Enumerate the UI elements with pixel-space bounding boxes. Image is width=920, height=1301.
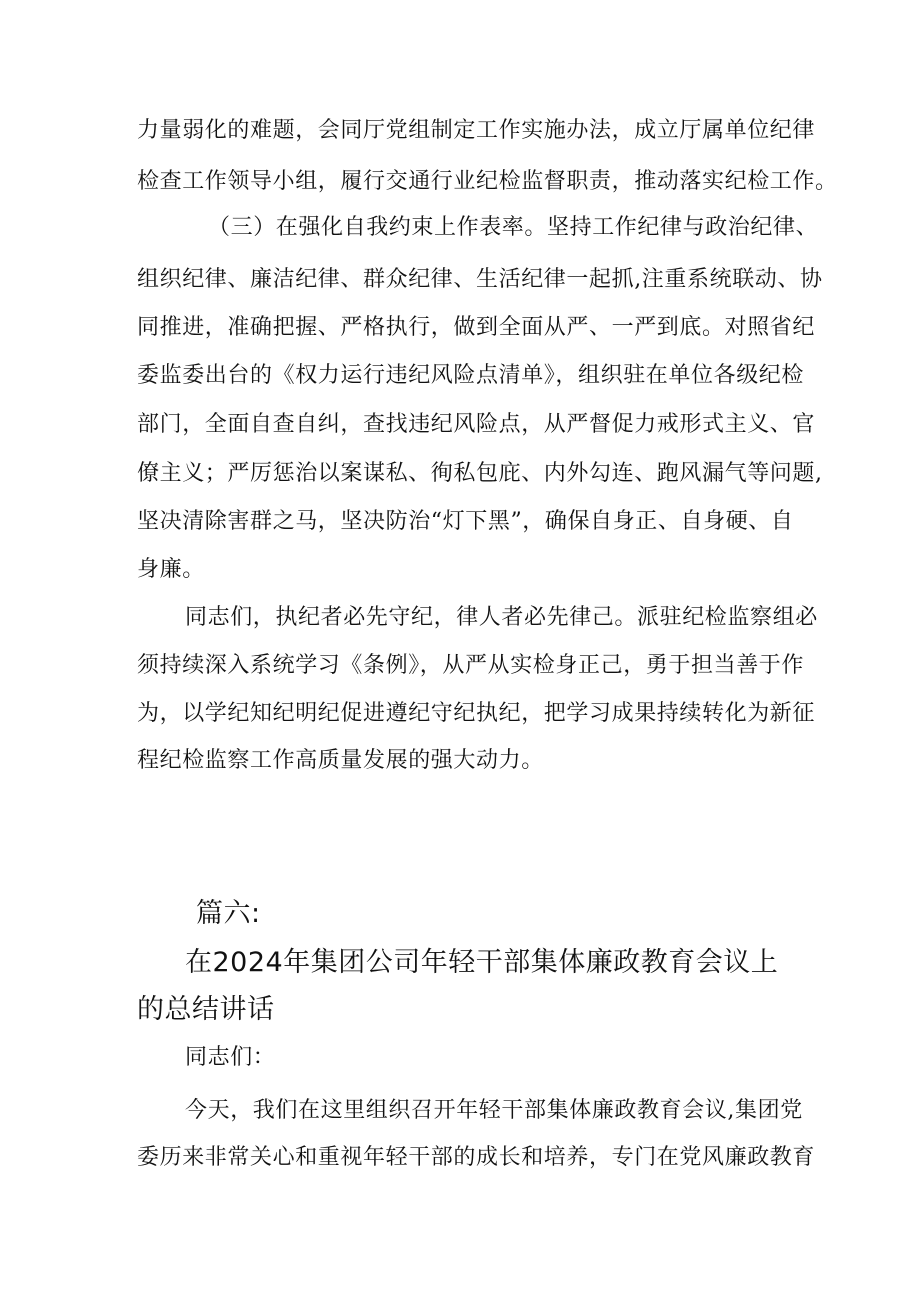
paragraph-line: 须持续深入系统学习《条例》，从严从实检身正己，勇于担当善于作 [137, 653, 805, 678]
chapter-title-line2: 的总结讲话 [137, 994, 275, 1025]
paragraph-line: 组织纪律、廉洁纪律、群众纪律、生活纪律一起抓,注重系统联动、协 [137, 267, 823, 292]
paragraph-line: 程纪检监察工作高质量发展的强大动力。 [137, 748, 544, 773]
paragraph-line: 委监委出台的《权力运行违纪风险点清单》，组织驻在单位各级纪检 [137, 363, 805, 388]
paragraph-line: 检查工作领导小组，履行交通行业纪检监督职责，推动落实纪检工作。 [137, 169, 838, 194]
paragraph-line: 同志们，执纪者必先守纪，律人者必先律己。派驻纪检监察组必 [185, 605, 818, 630]
paragraph-line: 坚决清除害群之马，坚决防治“灯下黑”，确保自身正、自身硬、自 [137, 509, 794, 534]
paragraph-line: 同推进，准确把握、严格执行，做到全面从严、一严到底。对照省纪 [137, 315, 816, 340]
chapter-label: 篇六: [196, 898, 261, 929]
paragraph-line: 部门，全面自查自纠，查找违纪风险点，从严督促力戒形式主义、官 [137, 412, 816, 437]
salutation: 同志们： [185, 1045, 276, 1070]
paragraph-line: （三）在强化自我约束上作表率。坚持工作纪律与政治纪律、 [208, 215, 819, 240]
paragraph-line: 力量弱化的难题，会同厅党组制定工作实施办法，成立厅属单位纪律 [137, 118, 816, 143]
paragraph-line: 僚主义；严厉惩治以案谋私、徇私包庇、内外勾连、跑风漏气等问题, [137, 461, 823, 486]
paragraph-line: 为，以学纪知纪明纪促进遵纪守纪执纪，把学习成果持续转化为新征 [137, 701, 816, 726]
paragraph-line: 身廉。 [137, 557, 205, 582]
paragraph-line: 委历来非常关心和重视年轻干部的成长和培养，专门在党风廉政教育 [137, 1145, 816, 1170]
chapter-title-line1: 在2024年集团公司年轻干部集体廉政教育会议上 [185, 947, 779, 978]
paragraph-line: 今天，我们在这里组织召开年轻干部集体廉政教育会议,集团党 [185, 1098, 803, 1123]
